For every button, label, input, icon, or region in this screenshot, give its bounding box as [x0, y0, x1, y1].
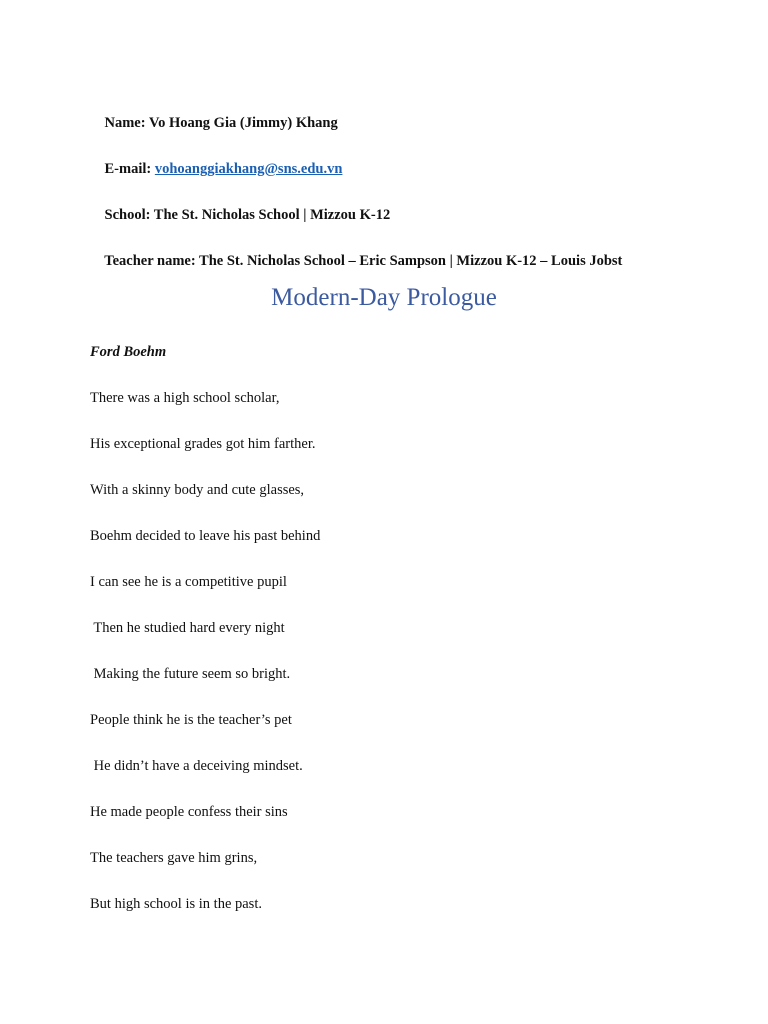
school-label: School: — [104, 207, 151, 223]
teacher-value: The St. Nicholas School – Eric Sampson | Mizzou K-12 – Louis Jobst — [199, 253, 623, 269]
poem-line: Then he studied hard every night — [90, 620, 285, 636]
poem-line: But high school is in the past. — [90, 896, 262, 912]
name-label: Name: — [104, 115, 146, 131]
teacher-line — [90, 231, 622, 291]
school-value: The St. Nicholas School | Mizzou K-12 — [153, 207, 391, 223]
email-link[interactable]: vohoanggiakhang@sns.edu.vn — [154, 161, 343, 177]
author-byline: Ford Boehm — [90, 344, 167, 360]
teacher-label: Teacher name: — [104, 253, 196, 269]
poem-line: There was a high school scholar, — [90, 390, 280, 406]
poem-line: Boehm decided to leave his past behind — [90, 528, 321, 544]
poem-line: Making the future seem so bright. — [90, 666, 291, 682]
name-value: Vo Hoang Gia (Jimmy) Khang — [148, 115, 338, 131]
document-title: Modern-Day Prologue — [271, 284, 497, 311]
poem-line: He made people confess their sins — [90, 804, 288, 820]
poem-line: I can see he is a competitive pupil — [90, 574, 287, 590]
email-label: E-mail: — [104, 161, 152, 177]
poem-line: People think he is the teacher’s pet — [90, 712, 292, 728]
poem-line: He didn’t have a deceiving mindset. — [90, 758, 303, 774]
poem-line: The teachers gave him grins, — [90, 850, 258, 866]
poem-line: His exceptional grades got him farther. — [90, 436, 316, 452]
poem-line: With a skinny body and cute glasses, — [90, 482, 305, 498]
